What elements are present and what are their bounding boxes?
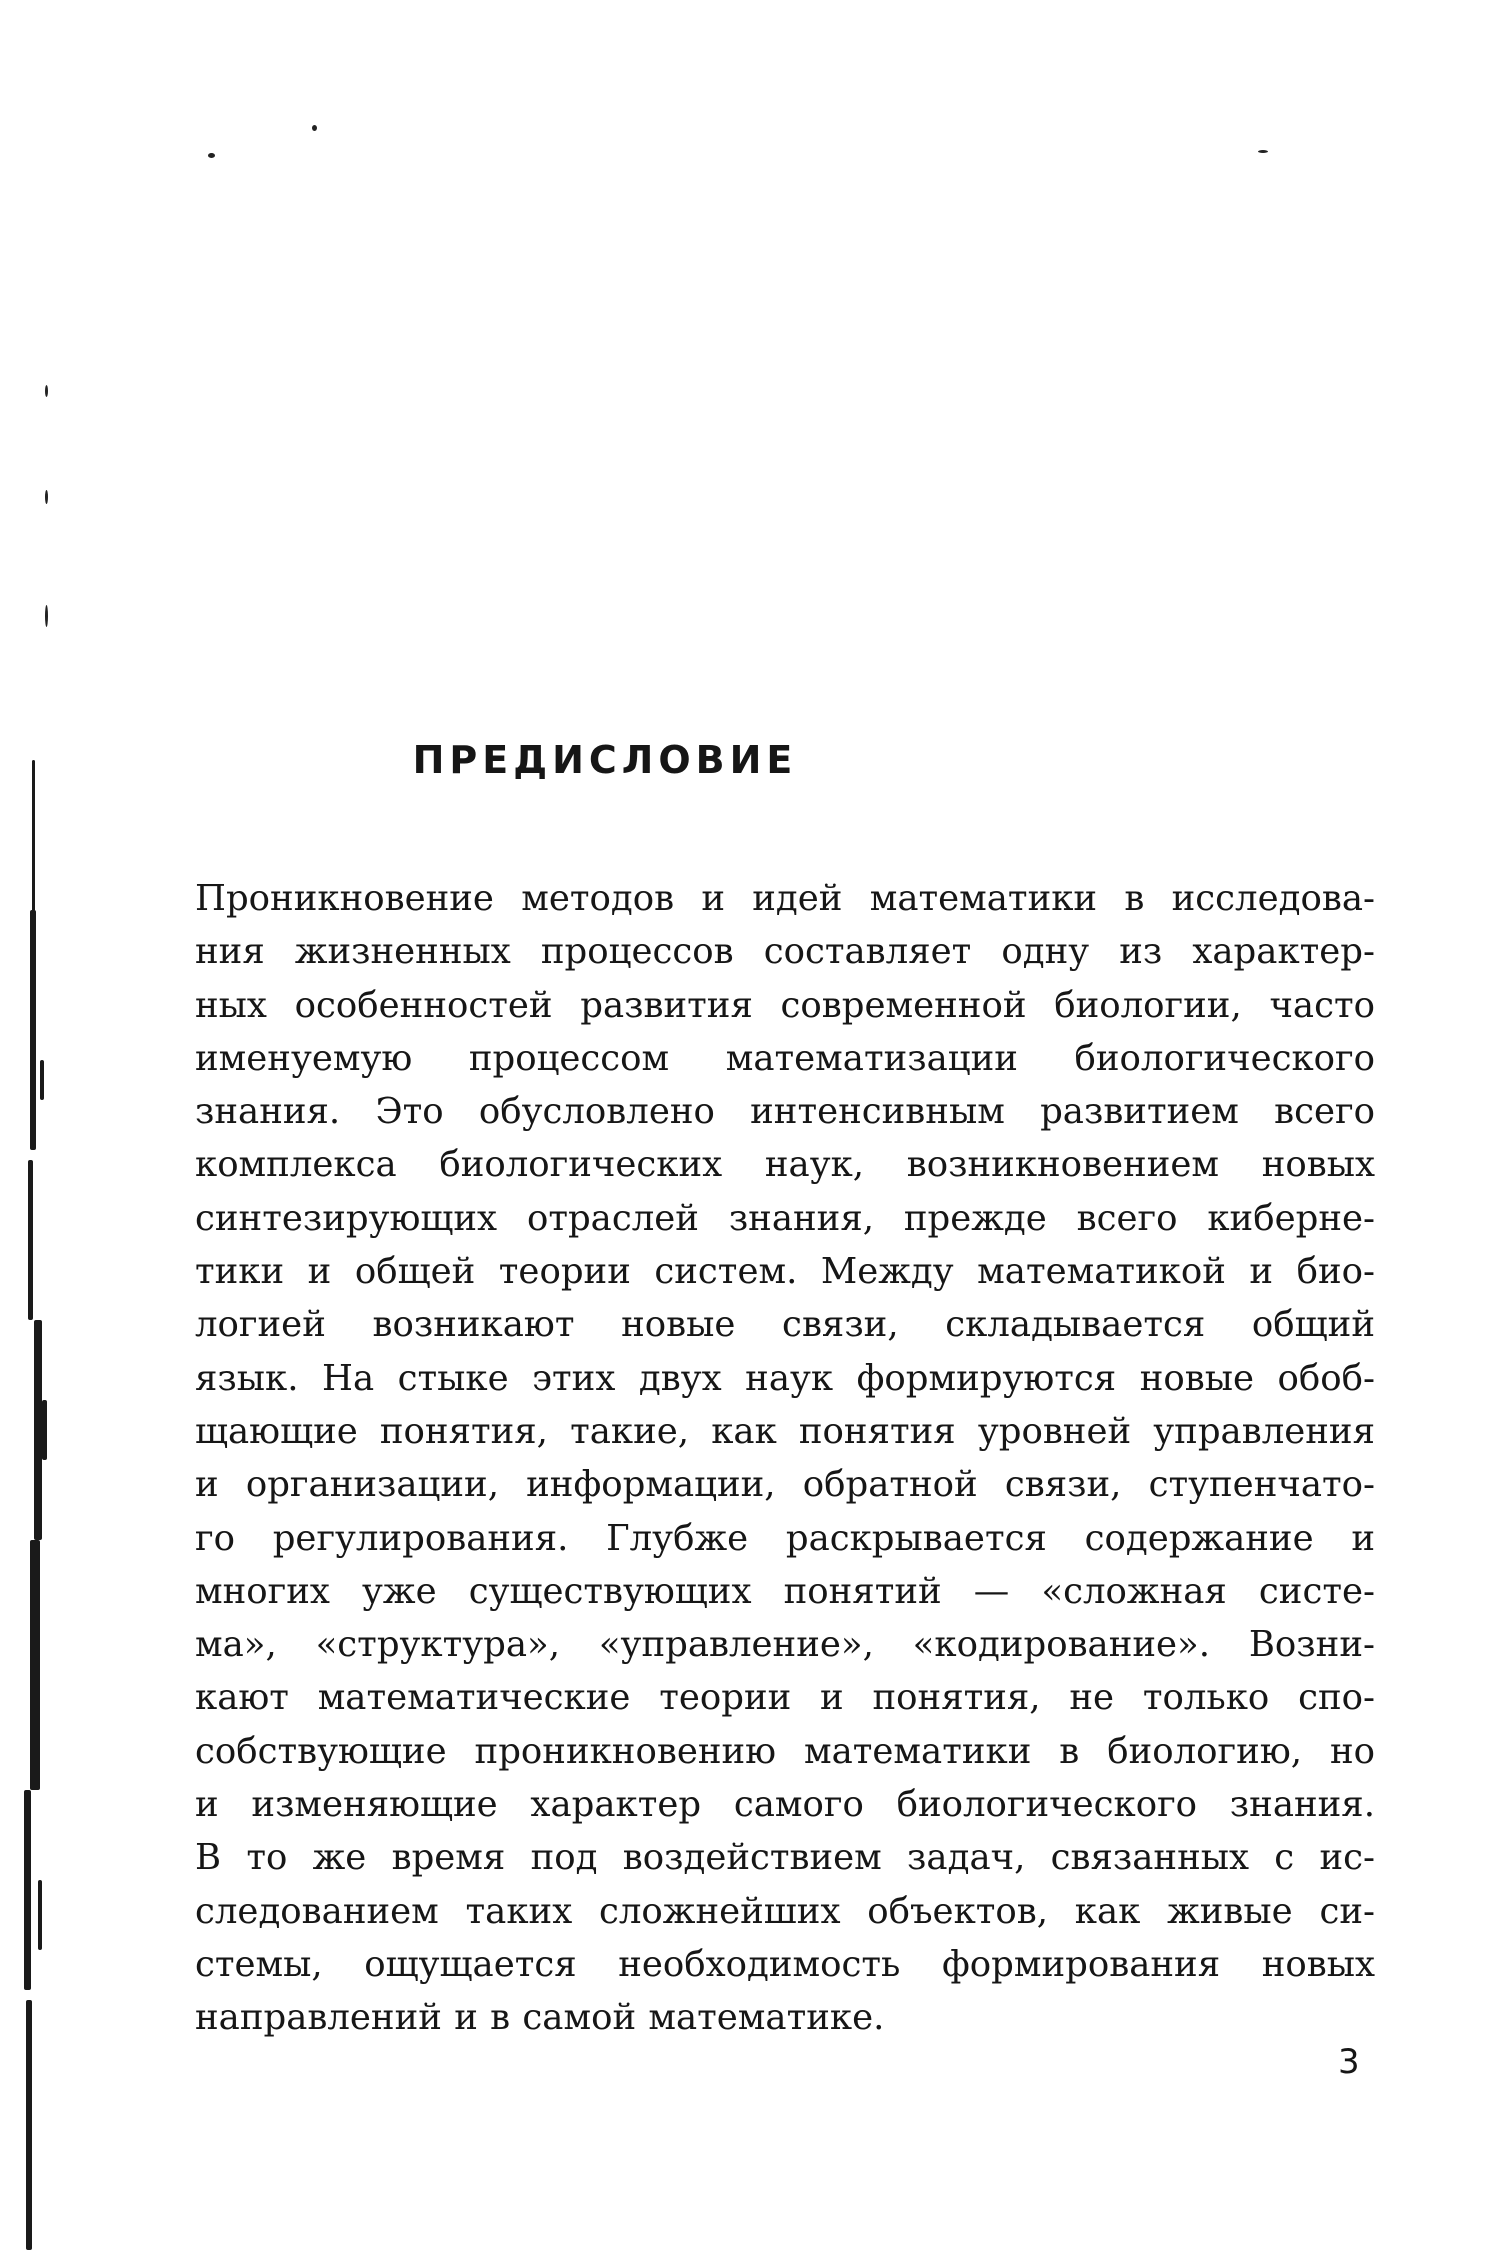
scan-speck (1258, 150, 1268, 153)
text-line: синтезирующих отраслей знания, прежде всего киберне- (195, 1197, 1375, 1239)
scan-speck (45, 490, 48, 504)
preface-paragraph (195, 872, 1375, 2045)
scan-speck (45, 605, 48, 627)
text-line: и организации, информации, обратной связи, ступенчато- (195, 1464, 1375, 1506)
text-line: Проникновение методов и идей математики в исследова- (195, 878, 1375, 919)
text-line: го регулирования. Глубже раскрывается содержание и (195, 1517, 1375, 1559)
text-line: и изменяющие характер самого биологического знания. (195, 1784, 1375, 1826)
text-line: многих уже существующих понятий — «сложная систе- (195, 1570, 1375, 1612)
text-line: комплекса биологических наук, возникновением новых (195, 1144, 1375, 1186)
text-line: знания. Это обусловлено интенсивным развитием всего (195, 1091, 1375, 1133)
binding-shadow (18, 760, 52, 2250)
page-number: 3 (1338, 2042, 1360, 2082)
text-line: следованием таких сложнейших объектов, как живые си- (195, 1890, 1375, 1932)
scan-speck (208, 153, 215, 158)
text-line: щающие понятия, такие, как понятия уровней управления (195, 1410, 1375, 1452)
text-line: язык. На стыке этих двух наук формируются новые обоб- (195, 1357, 1375, 1399)
text-line: ма», «структура», «управление», «кодирование». Возни- (195, 1624, 1375, 1666)
text-line: направлений и в самой математике. (195, 1997, 885, 2039)
text-line: именуемую процессом математизации биологического (195, 1037, 1375, 1079)
text-line: ных особенностей развития современной биологии, часто (195, 984, 1375, 1026)
page-title: ПРЕДИСЛОВИЕ (412, 738, 798, 782)
scan-speck (312, 125, 317, 131)
text-line: В то же время под воздействием задач, связанных с ис- (195, 1837, 1375, 1879)
text-line: собствующие проникновению математики в биологию, но (195, 1730, 1375, 1772)
scan-speck (45, 385, 48, 397)
text-line: кают математические теории и понятия, не только спо- (195, 1677, 1375, 1719)
text-line: ния жизненных процессов составляет одну из характер- (195, 931, 1375, 973)
text-line: стемы, ощущается необходимость формирования новых (195, 1943, 1375, 1985)
text-line: логией возникают новые связи, складывается общий (195, 1304, 1375, 1346)
text-line: тики и общей теории систем. Между математикой и био- (195, 1251, 1375, 1293)
